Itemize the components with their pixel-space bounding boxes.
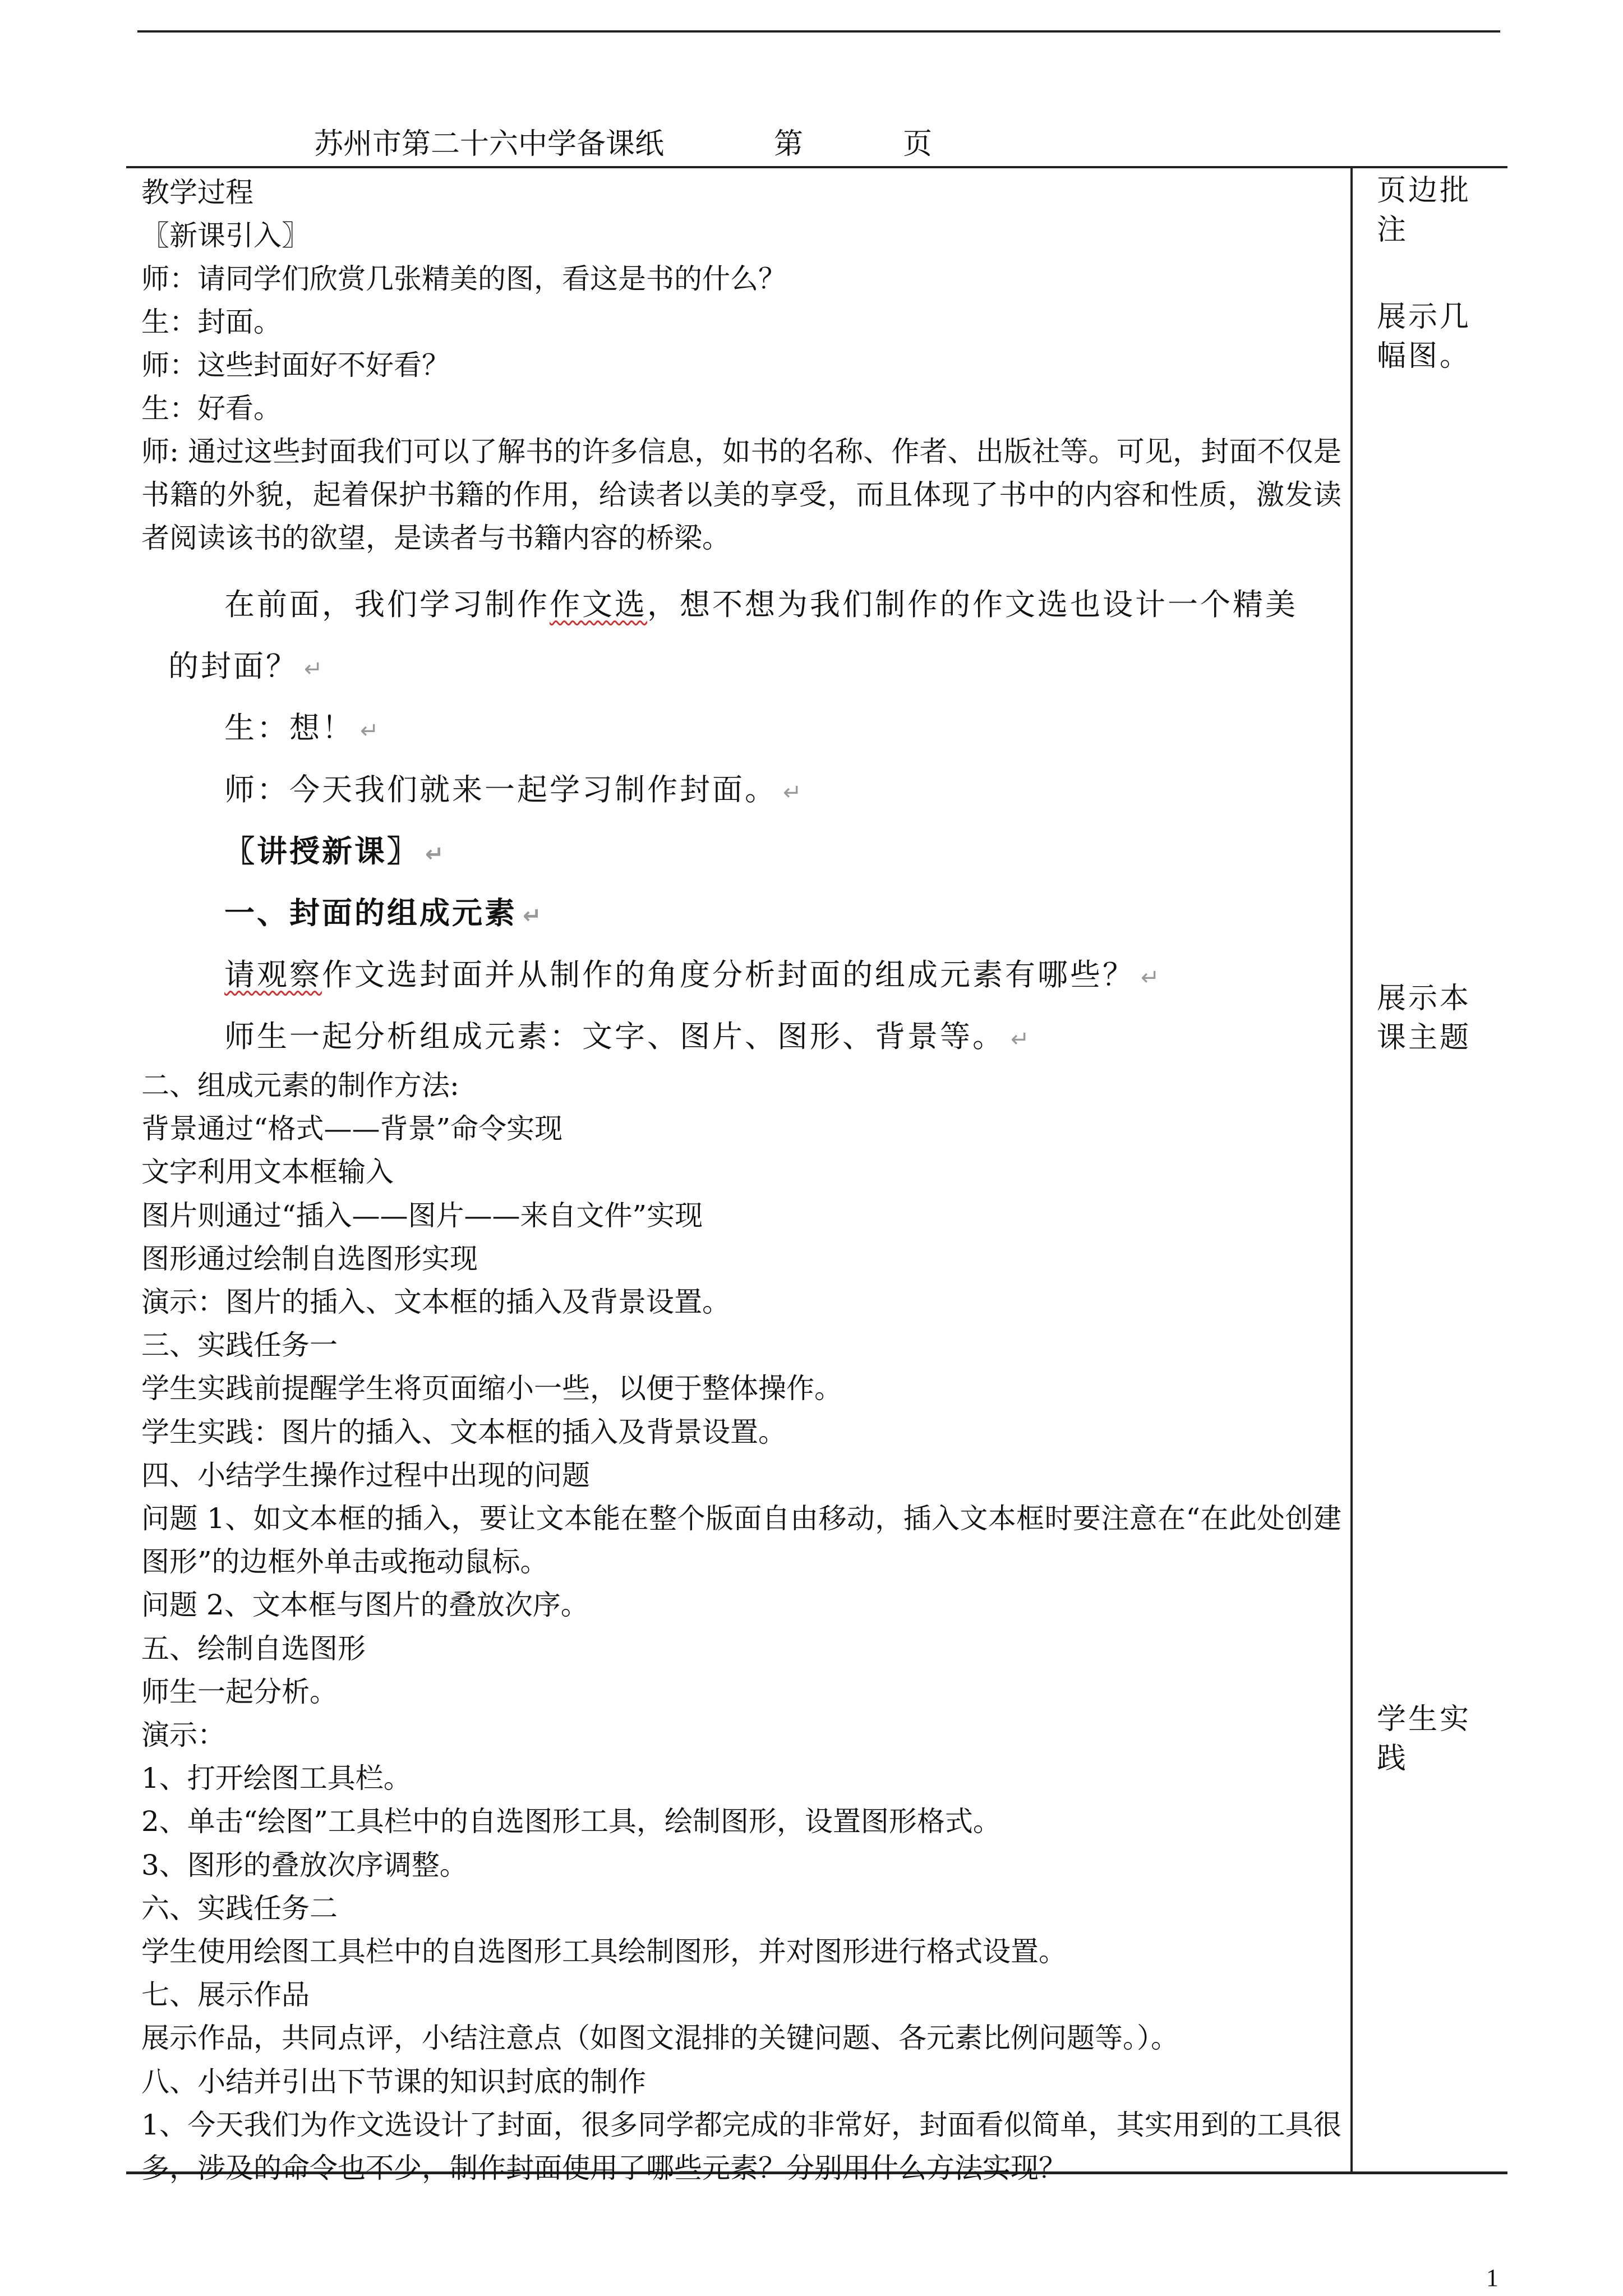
content-line: 1、打开绘图工具栏。	[141, 1762, 412, 1795]
content-line: 学生实践前提醒学生将页面缩小一些，以便于整体操作。	[141, 1372, 842, 1405]
content-line: 2、单击“绘图”工具栏中的自选图形工具，绘制图形，设置图形格式。	[141, 1805, 1001, 1838]
section-title: 教学过程	[141, 176, 253, 209]
return-mark-icon: ↵	[304, 656, 325, 682]
dialogue-paragraph: 师: 通过这些封面我们可以了解书的许多信息，如书的名称、作者、出版社等。可见，封面不仅是书籍的外貌，起着保护书籍的作用，给读者以美的享受，而且体现了书中的内容和性质，激发读者阅读该书的欲望，是读者与书籍内容的桥梁。	[141, 435, 1341, 554]
return-mark-icon: ↵	[783, 780, 804, 806]
pasted-scan-block	[168, 581, 1318, 1054]
column-divider	[1350, 166, 1353, 2174]
content-line: 师生一起分析。	[141, 1675, 338, 1708]
margin-note: 展示本课主题	[1377, 982, 1472, 1055]
content-line: 3、图形的叠放次序调整。	[141, 1848, 468, 1881]
return-mark-icon: ↵	[1011, 1027, 1032, 1052]
page-label-di: 第	[774, 127, 804, 161]
content-line: 四、小结学生操作过程中出现的问题	[141, 1458, 590, 1492]
content-line: 学生实践：图片的插入、文本框的插入及背景设置。	[141, 1415, 786, 1448]
return-mark-icon: ↵	[425, 841, 446, 867]
page-header	[0, 125, 1623, 164]
lesson-content-top	[141, 171, 1341, 560]
scan-line: 的封面？ ↵	[168, 648, 325, 684]
margin-note-header: 页边批注	[1377, 174, 1472, 247]
content-line: 演示：	[141, 1719, 225, 1752]
school-title: 苏州市第二十六中学备课纸	[314, 127, 665, 161]
content-paragraph: 1、今天我们为作文选设计了封面，很多同学都完成的非常好，封面看似简单，其实用到的工具很多，涉及的命令也不少，制作封面使用了哪些元素？分别用什么方法实现？	[141, 2108, 1341, 2185]
content-line: 文字利用文本框输入	[141, 1156, 394, 1189]
content-line: 展示作品，共同点评，小结注意点（如图文混排的关键问题、各元素比例问题等。）。	[141, 2022, 1179, 2055]
content-line: 学生使用绘图工具栏中的自选图形工具绘制图形，并对图形进行格式设置。	[141, 1935, 1067, 1968]
page-label-ye: 页	[903, 127, 933, 161]
content-line: 演示：图片的插入、文本框的插入及背景设置。	[141, 1286, 730, 1319]
margin-note: 学生实践	[1377, 1703, 1472, 1775]
content-line: 图形通过绘制自选图形实现	[141, 1242, 478, 1275]
page-number: 1	[1486, 2264, 1498, 2292]
scan-heading: 一、封面的组成元素 ↵	[224, 895, 544, 931]
content-line: 六、实践任务二	[141, 1892, 338, 1925]
scan-heading: 〖讲授新课〗 ↵	[224, 834, 446, 869]
top-rule	[137, 30, 1500, 33]
return-mark-icon: ↵	[523, 903, 544, 929]
dialogue-line: 生：封面。	[141, 306, 282, 338]
scan-line: 师：今天我们就来一起学习制作封面。 ↵	[224, 772, 804, 807]
content-paragraph: 问题 1、如文本框的插入，要让文本能在整个版面自由移动，插入文本框时要注意在“在此处创建图形”的边框外单击或拖动鼠标。	[141, 1502, 1341, 1579]
section-heading: 〖新课引入〗	[141, 219, 310, 252]
content-line: 八、小结并引出下节课的知识封底的制作	[141, 2065, 646, 2098]
content-line: 五、绘制自选图形	[141, 1632, 366, 1665]
scan-line: 师生一起分析组成元素：文字、图片、图形、背景等。 ↵	[224, 1019, 1032, 1054]
scan-line: 请观察作文选封面并从制作的角度分析封面的组成元素有哪些？ ↵	[224, 957, 1162, 992]
content-line: 问题 2、文本框与图片的叠放次序。	[141, 1589, 589, 1622]
lesson-content-bottom	[141, 1064, 1341, 2190]
dialogue-line: 师：请同学们欣赏几张精美的图，看这是书的什么？	[141, 263, 786, 295]
return-mark-icon: ↵	[1141, 965, 1162, 991]
content-line: 三、实践任务一	[141, 1329, 338, 1362]
content-line: 二、组成元素的制作方法:	[141, 1069, 459, 1102]
content-line: 背景通过“格式——背景”命令实现	[141, 1112, 563, 1145]
content-line: 七、展示作品	[141, 1978, 310, 2012]
return-mark-icon: ↵	[360, 718, 381, 744]
content-line: 图片则通过“插入——图片——来自文件”实现	[141, 1199, 703, 1232]
scan-line: 生：想！ ↵	[224, 710, 381, 746]
dialogue-line: 生：好看。	[141, 392, 282, 425]
dialogue-line: 师：这些封面好不好看？	[141, 349, 450, 381]
margin-note: 展示几幅图。	[1377, 300, 1472, 373]
scan-line: 在前面，我们学习制作作文选，想不想为我们制作的作文选也设计一个精美	[224, 587, 1298, 622]
